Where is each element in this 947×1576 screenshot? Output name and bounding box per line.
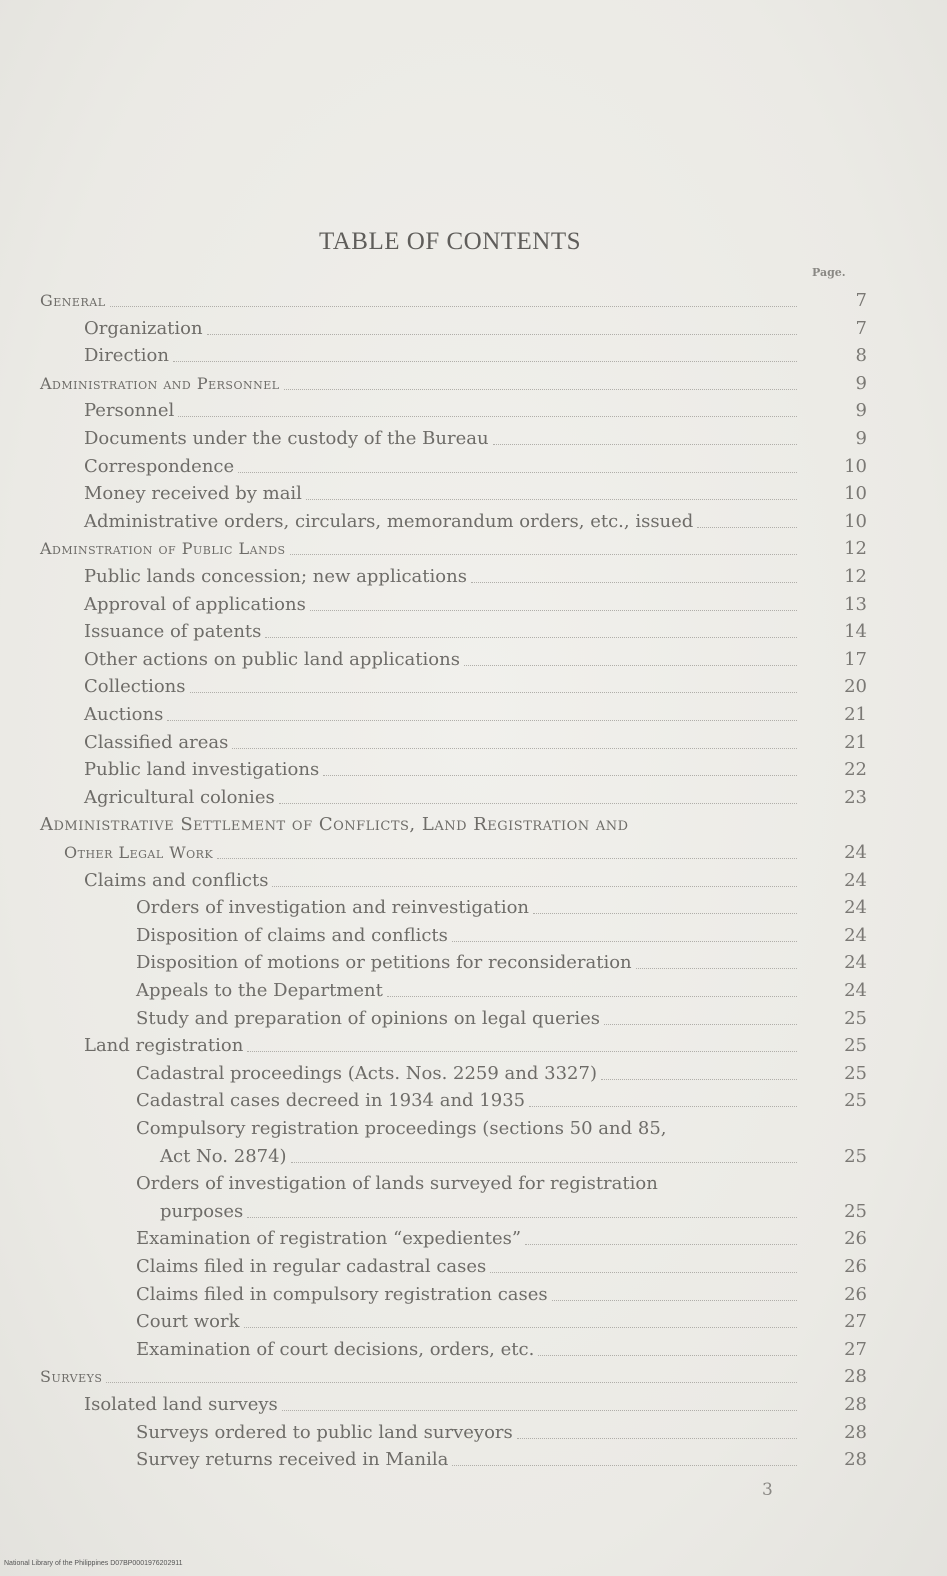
toc-entry <box>0 1144 947 1172</box>
toc-entry-label: Approval of applications <box>84 593 306 615</box>
toc-page-number: 7 <box>855 290 867 311</box>
dot-leader <box>604 1023 797 1025</box>
dot-leader <box>110 305 798 307</box>
toc-entry-label: Surveys <box>40 1367 103 1387</box>
toc-entry <box>0 343 947 371</box>
dot-leader <box>636 967 797 969</box>
toc-entry <box>0 730 947 758</box>
toc-page-number: 9 <box>855 400 867 422</box>
toc-page-number: 26 <box>844 1256 867 1277</box>
toc-entry-label: Examination of court decisions, orders, etc. <box>136 1338 535 1360</box>
dot-leader <box>232 747 797 749</box>
toc-entry <box>0 619 947 647</box>
dot-leader <box>247 1216 797 1218</box>
toc-page-number: 25 <box>844 1090 867 1112</box>
toc-entry-label: Other actions on public land applications <box>84 648 460 670</box>
dot-leader <box>190 691 797 693</box>
toc-page-number: 28 <box>844 1449 867 1471</box>
dot-leader <box>490 1271 797 1273</box>
toc-page-number: 28 <box>844 1394 867 1415</box>
toc-entry <box>0 1392 947 1420</box>
toc-page-number: 27 <box>844 1311 867 1333</box>
dot-leader <box>452 1464 797 1466</box>
toc-entry-label: Public lands concession; new applications <box>84 566 467 587</box>
toc-entry <box>0 978 947 1006</box>
dot-leader <box>291 1161 797 1163</box>
toc-page-number: 25 <box>844 1200 867 1222</box>
toc-entry <box>0 1088 947 1116</box>
toc-page-number: 10 <box>844 510 867 532</box>
dot-leader <box>238 471 797 473</box>
toc-page-number: 10 <box>844 455 867 477</box>
toc-entry-label: Issuance of patents <box>84 621 262 643</box>
dot-leader <box>173 360 797 362</box>
dot-leader <box>525 1243 797 1245</box>
dot-leader <box>106 1381 797 1383</box>
toc-entry-label: Orders of investigation and reinvestigation <box>136 897 530 919</box>
toc-entry-label: Disposition of motions or petitions for reconsideration <box>136 952 632 974</box>
toc-entry-label: Cadastral proceedings (Acts. Nos. 2259 and 3327) <box>136 1062 597 1084</box>
toc-page-number: 24 <box>844 924 867 946</box>
dot-leader <box>387 995 797 997</box>
toc-entry-label: Claims filed in regular cadastral cases <box>136 1256 487 1277</box>
toc-page-number: 10 <box>844 483 867 505</box>
toc-entry-label: Appeals to the Department <box>136 980 383 1001</box>
toc-page-number: 26 <box>844 1283 867 1305</box>
toc-entry-label: Land registration <box>84 1035 244 1057</box>
toc-entry <box>0 1033 947 1061</box>
dot-leader <box>464 664 797 666</box>
toc-page-number: 24 <box>844 842 867 863</box>
toc-page-number: 13 <box>844 593 867 615</box>
toc-entry-label: Organization <box>84 317 203 339</box>
toc-entry-label: Study and preparation of opinions on legal queries <box>136 1007 601 1029</box>
dot-leader <box>517 1437 797 1439</box>
toc-entry <box>0 950 947 978</box>
dot-leader <box>290 553 797 555</box>
toc-entry-label: Auctions <box>84 704 164 725</box>
toc-page-number: 24 <box>844 869 867 891</box>
toc-page-number: 24 <box>844 980 867 1001</box>
toc-page-number: 25 <box>844 1035 867 1057</box>
toc-entry-label-continued: Act No. 2874) <box>160 1145 287 1167</box>
toc-page-number: 24 <box>844 952 867 974</box>
toc-page-number: 25 <box>844 1145 867 1167</box>
toc-entry <box>0 840 947 868</box>
toc-page-number: 22 <box>844 759 867 781</box>
toc-entry <box>0 1254 947 1282</box>
toc-page-number: 12 <box>844 538 867 560</box>
dot-leader <box>493 443 797 445</box>
toc-entry-label: Classified areas <box>84 731 229 753</box>
dot-leader <box>265 636 797 638</box>
toc-entry <box>0 371 947 399</box>
toc-entry-label: Court work <box>136 1311 240 1333</box>
dot-leader <box>272 885 797 887</box>
dot-leader <box>552 1299 797 1301</box>
toc-entry <box>0 785 947 813</box>
dot-leader <box>538 1354 797 1356</box>
toc-entry-label: Money received by mail <box>84 483 302 505</box>
toc-entry-label: Personnel <box>84 400 175 422</box>
toc-entry-label: Correspondence <box>84 455 235 477</box>
toc-entry-label-continued: purposes <box>160 1200 244 1222</box>
toc-page-number: 23 <box>844 786 867 808</box>
dot-leader <box>282 1409 797 1411</box>
toc-page-number: 12 <box>844 566 867 587</box>
toc-entry-label: Survey returns received in Manila <box>136 1449 449 1471</box>
toc-entry-label-continued: Other Legal Work <box>64 843 214 862</box>
toc-entry <box>0 1061 947 1089</box>
library-stamp: National Library of the Philippines D07BP0001976202911 <box>4 1560 183 1567</box>
dot-leader <box>323 774 797 776</box>
dot-leader <box>533 912 797 914</box>
dot-leader <box>178 415 797 417</box>
toc-entry <box>0 757 947 785</box>
page-number: 3 <box>762 1480 773 1500</box>
toc-entry <box>0 1420 947 1448</box>
toc-entry <box>0 923 947 951</box>
dot-leader <box>279 802 797 804</box>
dot-leader <box>217 857 797 859</box>
toc-entry <box>0 895 947 923</box>
toc-entry-label: Isolated land surveys <box>84 1394 278 1415</box>
toc-entry <box>0 702 947 730</box>
toc-page-number: 25 <box>844 1062 867 1084</box>
page-column-label: Page. <box>812 266 846 279</box>
dot-leader <box>697 526 797 528</box>
toc-page-number: 20 <box>844 676 867 698</box>
toc-page-number: 24 <box>844 897 867 919</box>
page-title: TABLE OF CONTENTS <box>318 228 582 255</box>
toc-entry-label: Agricultural colonies <box>84 786 275 808</box>
toc-page-number: 26 <box>844 1228 867 1250</box>
toc-entry-label: Claims filed in compulsory registration cases <box>136 1283 548 1305</box>
toc-entry <box>0 1226 947 1254</box>
toc-entry <box>0 647 947 675</box>
toc-entry <box>0 868 947 896</box>
toc-entry <box>0 564 947 592</box>
dot-leader <box>207 333 797 335</box>
toc-entry <box>0 1282 947 1310</box>
toc-page-number: 9 <box>855 428 867 449</box>
dot-leader <box>529 1105 797 1107</box>
toc-entry <box>0 536 947 564</box>
toc-entry-label: Adminstration of Public Lands <box>40 539 286 559</box>
toc-entry-label: Administrative Settlement of Conflicts, Land Registration and <box>40 814 629 836</box>
dot-leader <box>310 609 797 611</box>
toc-page-number: 7 <box>855 317 867 339</box>
dot-leader <box>244 1326 797 1328</box>
toc-page-number: 25 <box>844 1007 867 1029</box>
toc-entry-label: Administration and Personnel <box>40 373 280 393</box>
toc-page-number: 27 <box>844 1338 867 1360</box>
toc-entry-label: Cadastral cases decreed in 1934 and 1935 <box>136 1090 526 1112</box>
toc-page-number: 28 <box>844 1366 867 1388</box>
toc-entry <box>0 481 947 509</box>
dot-leader <box>247 1050 797 1052</box>
toc-entry <box>0 316 947 344</box>
dot-leader <box>452 940 797 942</box>
toc-entry-label: Direction <box>84 345 169 367</box>
dot-leader <box>284 388 797 390</box>
dot-leader <box>306 498 797 500</box>
toc-entry <box>0 1006 947 1034</box>
toc-entry <box>0 1199 947 1227</box>
dot-leader <box>167 719 797 721</box>
toc-entry <box>0 1364 947 1392</box>
dot-leader <box>601 1078 797 1080</box>
toc-page-number: 17 <box>844 648 867 670</box>
toc-page-number: 28 <box>844 1421 867 1443</box>
toc-entry-label: Collections <box>84 676 186 698</box>
toc-entry <box>0 1447 947 1475</box>
toc-entry-label: Claims and conflicts <box>84 869 269 891</box>
toc-page-number: 21 <box>844 731 867 753</box>
toc-entry-label: Compulsory registration proceedings (sections 50 and 85, <box>136 1118 667 1139</box>
dot-leader <box>471 581 797 583</box>
toc-entry-label: Documents under the custody of the Bureau <box>84 428 489 449</box>
toc-entry-label: Surveys ordered to public land surveyors <box>136 1421 513 1443</box>
toc-entry <box>0 288 947 316</box>
toc-entry <box>0 426 947 454</box>
toc-entry <box>0 509 947 537</box>
toc-entry <box>0 454 947 482</box>
toc-entry-label: Administrative orders, circulars, memorandum orders, etc., issued <box>84 510 694 532</box>
toc-entry <box>0 1309 947 1337</box>
toc-entry <box>0 592 947 620</box>
toc-page-number: 9 <box>855 372 867 394</box>
toc-entry <box>0 398 947 426</box>
toc-entry-label: Public land investigations <box>84 759 320 781</box>
toc-entry-label: General <box>40 291 106 310</box>
toc-page-number: 14 <box>844 621 867 643</box>
toc-entry <box>0 674 947 702</box>
toc-page-number: 8 <box>855 345 867 367</box>
toc-entry <box>0 1337 947 1365</box>
toc-entry-label: Examination of registration “expedientes” <box>136 1228 522 1250</box>
toc-page-number: 21 <box>844 704 867 725</box>
toc-entry-label: Orders of investigation of lands surveyed for registration <box>136 1173 658 1195</box>
toc-entry-label: Disposition of claims and conflicts <box>136 924 448 946</box>
